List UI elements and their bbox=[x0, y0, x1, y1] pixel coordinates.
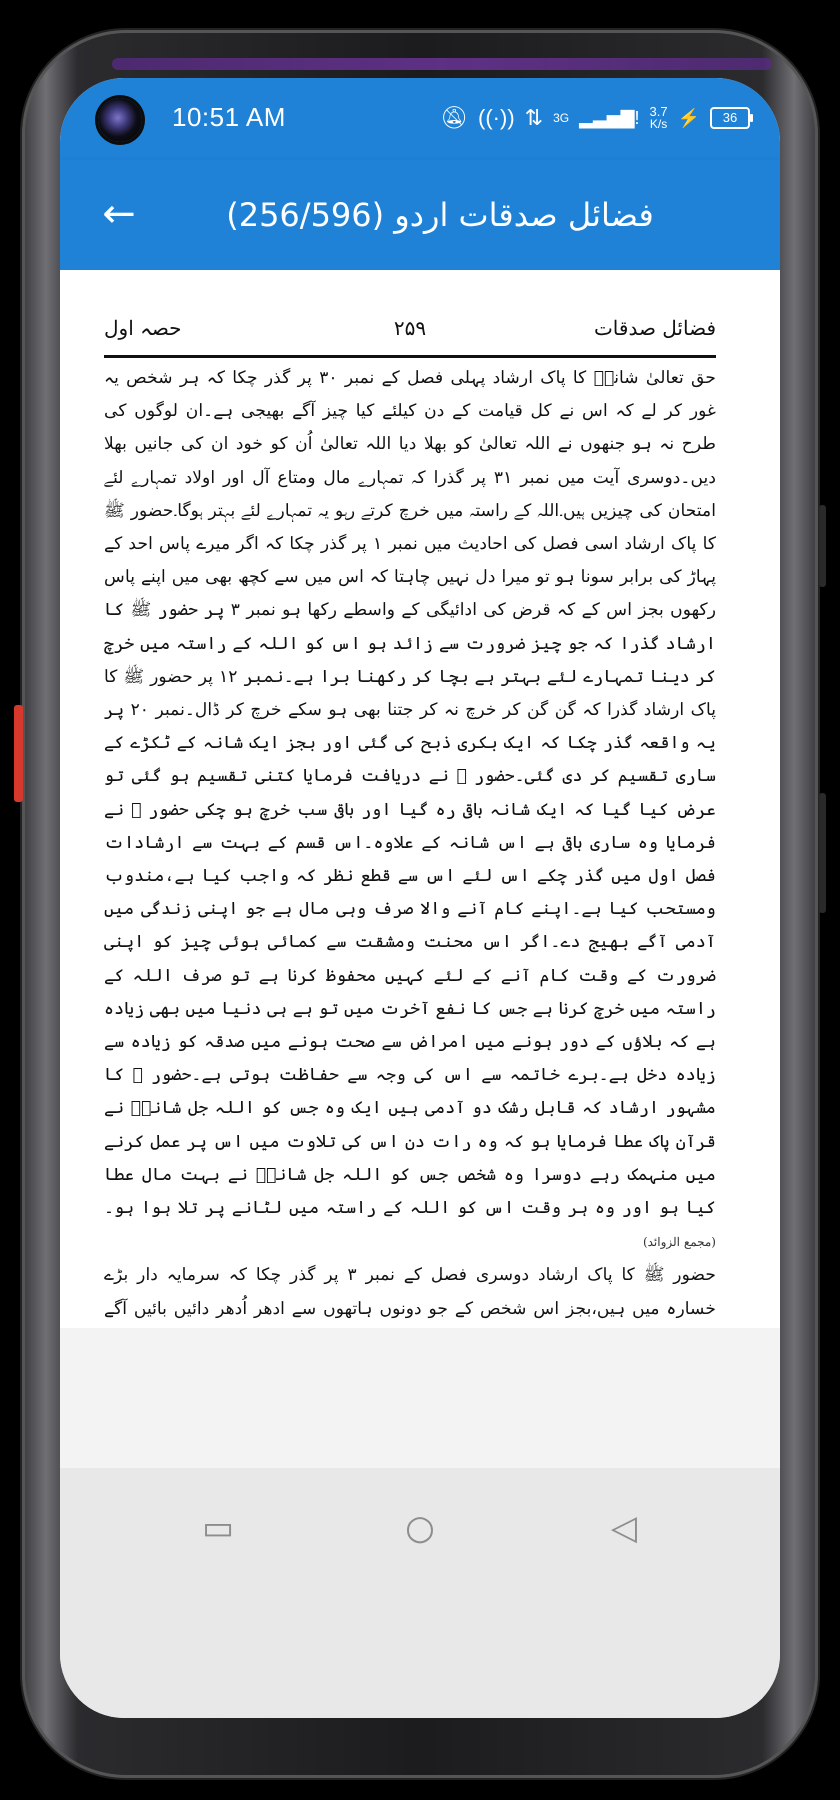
page-title: فضائل صدقات اردو (256/596) bbox=[226, 196, 654, 234]
recents-icon[interactable]: ▭ bbox=[201, 1508, 235, 1548]
frame-top-edge bbox=[112, 58, 772, 70]
mute-icon: 🔕︎ bbox=[440, 105, 469, 130]
status-bar bbox=[60, 78, 780, 160]
battery-level: 36 bbox=[722, 110, 738, 125]
network-speed bbox=[650, 106, 668, 130]
signal-icon: ▂▃▅▇! bbox=[579, 108, 640, 128]
status-time: 10:51 AM bbox=[172, 102, 286, 132]
page-header-section: حصہ اول bbox=[104, 316, 182, 340]
page-paragraph bbox=[104, 1259, 716, 1322]
network-type: 3G bbox=[553, 111, 570, 125]
data-transfer-icon: ⇅ bbox=[524, 105, 544, 130]
reference-note: (مجمع الزوائد) bbox=[642, 1235, 716, 1250]
paragraph-text: حضور ﷺ کا پاک ارشاد دوسری فصل کے نمبر ۳ پر گذر چکا کہ سرمایہ دار بڑے خسارہ میں ہیں،بجز اس شخص کے جو دونوں ہاتھوں سے ادھر اُدھر دائیں بائیں آگے bbox=[104, 1265, 716, 1319]
page-number: ۲۵۹ bbox=[393, 316, 427, 340]
page-paragraph bbox=[104, 362, 716, 1259]
header-rule bbox=[104, 355, 716, 358]
home-icon[interactable]: ○ bbox=[405, 1508, 435, 1548]
volume-button bbox=[819, 505, 826, 587]
navigation-bar bbox=[60, 1468, 780, 1718]
hotspot-icon: ((·)) bbox=[478, 105, 515, 130]
page-header bbox=[104, 316, 716, 350]
network-speed-value: 3.7 bbox=[649, 104, 668, 119]
page-bottom-area bbox=[60, 1328, 780, 1468]
phone-screen bbox=[60, 78, 780, 1718]
app-bar bbox=[60, 160, 780, 270]
side-button-left bbox=[14, 705, 23, 802]
book-page[interactable] bbox=[60, 270, 780, 1328]
charging-icon: ⚡ bbox=[677, 108, 700, 128]
page-body bbox=[104, 362, 716, 1322]
network-speed-unit: K/s bbox=[649, 117, 668, 131]
back-icon[interactable]: ◁ bbox=[610, 1508, 638, 1548]
battery-icon bbox=[710, 107, 750, 129]
paragraph-text: حق تعالیٰ شانہٗ کا پاک ارشاد پہلی فصل کے نمبر ۳۰ پر گذر چکا کہ ہر شخص یہ غور کر لے کہ اس نے کل قیامت کے دن کیلئے کیا چیز آگے بھیجی ہے۔ان لوگوں کی طرح نہ ہو جنھوں نے اللہ تعالیٰ کو بھلا دیا اللہ تعالیٰ اُن کو خود ان کی جانیں بھلا دیں۔دوسری آیت میں نمبر ۳۱ پر گذرا کہ تمہارے مال ومتاع آل اور اولاد تمہارے لئے امتحان کی چیزیں ہیں۔اللہ کے راستہ میں خرچ کرتے رہو یہ تمہارے لئے بہتر ہوگا۔حضور ﷺ کا پاک ارشاد اسی فصل کی احادیث میں نمبر ۱ پر گذر چکا کہ اگر میرے پاس احد کے پہاڑ کی برابر سونا ہو تو میرا دل نہیں چاہتا کہ اس میں سے کچھ بھی میں اپنے پاس رکھوں بجز اس کے کہ قرض کی ادائیگی کے واسطے رکھا ہو نمبر ۳ پر حضور ﷺ کا ارشاد گذرا کہ جو چیز ضرورت سے زائد ہو اس کو اللہ کے راستہ میں خرچ کر دینا تمہارے لئے بہتر ہے بچا کر رکھنا برا ہے۔نمبر ۱۲ پر حضور ﷺ کا پاک ارشاد گذرا کہ گن گن کر خرچ نہ کر جتنا بھی ہو سکے خرچ کر ڈال۔نمبر ۲۰ پر یہ واقعہ گذر چکا کہ ایک بکری ذبح کی گئی اور بجز ایک شانہ کے ٹکڑے کے ساری تقسیم کر دی گئی۔حضور ﷺ نے دریافت فرمایا کتنی تقسیم ہو گئی تو عرض کیا گیا کہ ایک شانہ باقی رہ گیا اور باقی سب خرچ ہو چکی حضور ﷺ نے فرمایا وہ ساری باقی ہے اس شانہ کے علاوہ۔اس قسم کے بہت سے ارشادات فصل اول میں گذر چکے اس لئے اس سے قطع نظر کہ واجب کیا ہے،مندوب ومستحب کیا ہے۔اپنے کام آنے والا صرف وہی مال ہے جو اپنی زندگی میں آدمی آگے بھیج دے۔اگر اس محنت ومشقت سے کمائی ہوئی چیز کو اپنی ضرورت کے وقت کام آنے کے لئے کہیں محفوظ کرنا ہے تو صرف اللہ کے راستہ میں خرچ کرنا ہے جس کا نفع آخرت میں تو ہے ہی دنیا میں بھی زیادہ ہے کہ بلاؤں کے دور ہونے میں امراض سے صحت ہونے میں صدقہ کو زیادہ سے زیادہ دخل ہے۔برے خاتمہ سے اس کی وجہ سے حفاظت ہوتی ہے۔حضور ﷺ کا مشہور ارشاد کہ قابل رشک دو آدمی ہیں ایک وہ جس کو اللہ جل شانہٗ نے قرآن پاک عطا فرمایا ہو کہ وہ رات دن اس کی تلاوت میں اس پر عمل کرنے میں منہمک رہے دوسرا وہ شخص جس کو اللہ جل شانہٗ نے بہت مال عطا کیا ہو اور وہ ہر وقت اس کو اللہ کے راستہ میں لٹانے پر تلا ہوا ہو۔ bbox=[104, 368, 716, 1219]
page-header-book: فضائل صدقات bbox=[593, 316, 716, 340]
power-button bbox=[819, 793, 826, 913]
arrow-left-icon[interactable]: ← bbox=[102, 191, 136, 237]
front-camera bbox=[98, 98, 142, 142]
status-icons bbox=[440, 100, 750, 136]
